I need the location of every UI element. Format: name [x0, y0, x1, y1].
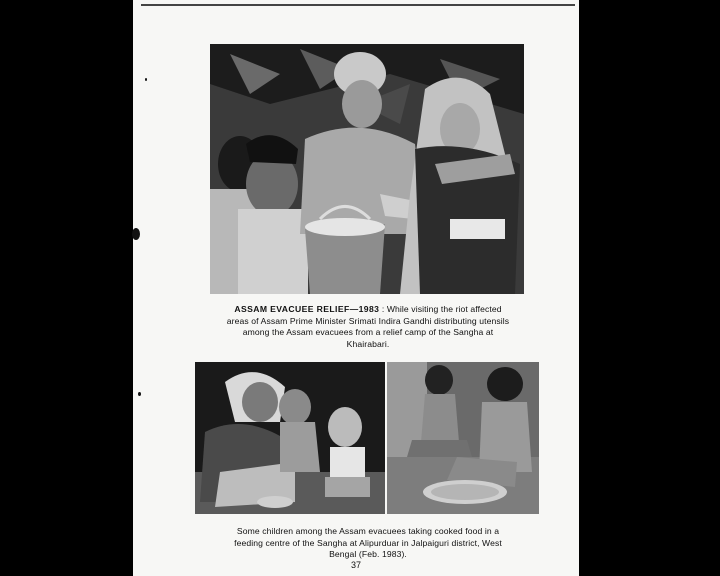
- caption-line: Khairabari.: [346, 338, 390, 349]
- photo-children-feeding-left: [195, 362, 385, 514]
- page-top-edge: [141, 4, 575, 6]
- scan-speck: [138, 392, 141, 396]
- bottom-photo-caption: [193, 526, 543, 561]
- photo-children-feeding-right: [387, 362, 539, 514]
- scan-speck: [132, 228, 140, 240]
- caption-line: Some children among the Assam evacuees taking cooked food in a: [236, 526, 500, 536]
- top-photo-caption: [193, 304, 543, 350]
- scan-speck: [145, 78, 147, 81]
- caption-line: Bengal (Feb. 1983).: [329, 549, 407, 559]
- caption-text: : While visiting the riot affected: [381, 304, 502, 314]
- caption-line: [193, 304, 543, 316]
- caption-heading: ASSAM EVACUEE RELIEF—1983: [234, 304, 380, 314]
- photo-relief-distribution: [210, 44, 524, 294]
- scanned-page: [133, 0, 579, 576]
- caption-line: feeding centre of the Sangha at Alipurduar in Jalpaiguri district, West: [234, 537, 502, 548]
- caption-line: among the Assam evacuees from a relief camp of the Sangha at: [242, 327, 494, 337]
- page-number: 37: [350, 560, 361, 570]
- caption-line: areas of Assam Prime Minister Srimati Indira Gandhi distributing utensils: [226, 315, 510, 326]
